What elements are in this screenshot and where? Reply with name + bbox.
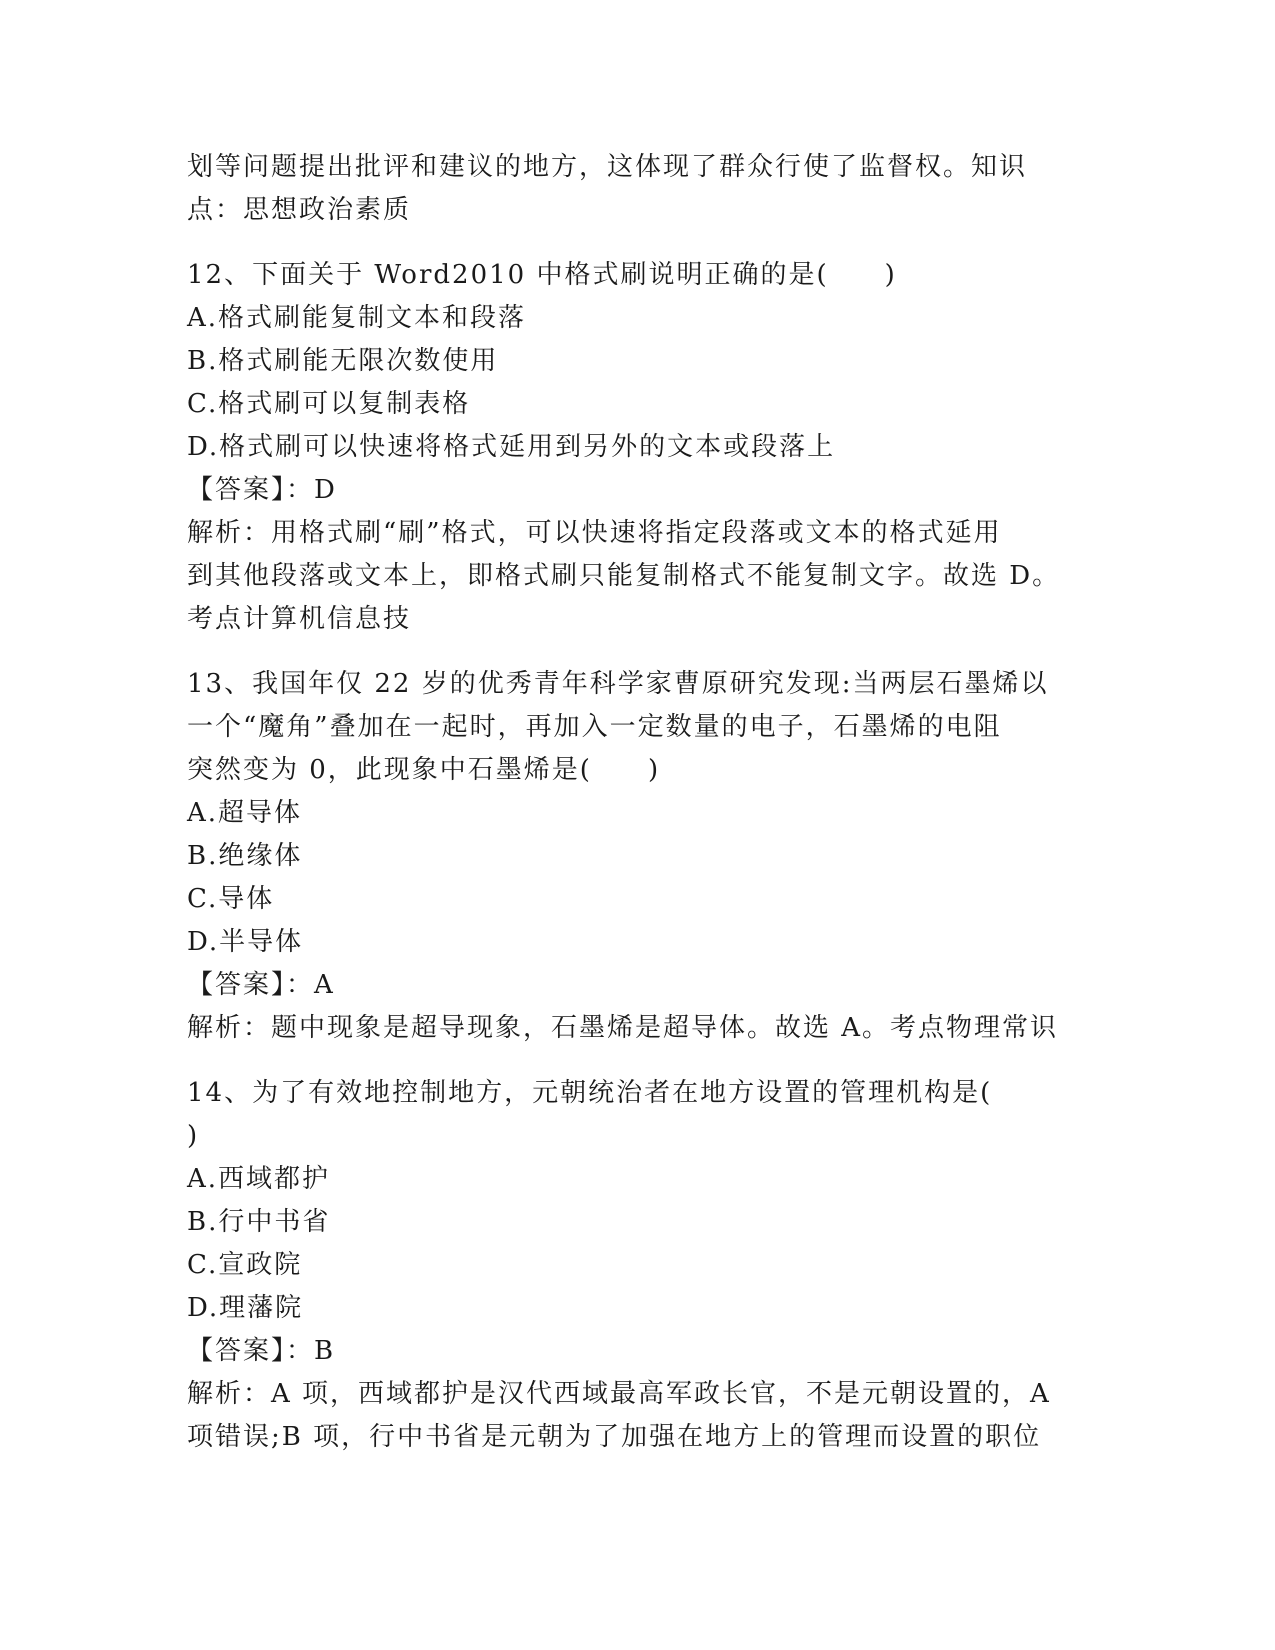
question-stem: 14、为了有效地控制地方，元朝统治者在地方设置的管理机构是( bbox=[187, 1078, 993, 1108]
answer: 【答案】：B bbox=[187, 1336, 336, 1366]
question-14 bbox=[187, 1072, 1087, 1459]
question-stem: ) bbox=[187, 1121, 200, 1151]
analysis-line: 项错误;B 项，行中书省是元朝为了加强在地方上的管理而设置的职位 bbox=[187, 1422, 1042, 1452]
question-stem: 一个“魔角”叠加在一起时，再加入一定数量的电子，石墨烯的电阻 bbox=[187, 712, 1002, 742]
analysis-line: 解析：题中现象是超导现象，石墨烯是超导体。故选 A。考点物理常识 bbox=[187, 1013, 1059, 1043]
answer: 【答案】：A bbox=[187, 970, 335, 1000]
option-d: D.格式刷可以快速将格式延用到另外的文本或段落上 bbox=[187, 432, 836, 462]
question-13 bbox=[187, 663, 1087, 1050]
option-a: A.西域都护 bbox=[187, 1164, 331, 1194]
question-stem: 突然变为 0，此现象中石墨烯是( ) bbox=[187, 755, 661, 785]
option-b: B.格式刷能无限次数使用 bbox=[187, 346, 499, 376]
document-page bbox=[187, 146, 1087, 1459]
question-stem: 12、下面关于 Word2010 中格式刷说明正确的是( ) bbox=[187, 260, 897, 290]
option-b: B.绝缘体 bbox=[187, 841, 303, 871]
text-line: 划等问题提出批评和建议的地方，这体现了群众行使了监督权。知识 bbox=[187, 152, 1028, 182]
analysis-line: 解析：A 项，西域都护是汉代西域最高军政长官，不是元朝设置的，A bbox=[187, 1379, 1051, 1409]
analysis-line: 到其他段落或文本上，即格式刷只能复制格式不能复制文字。故选 D。 bbox=[187, 561, 1061, 591]
option-d: D.理藩院 bbox=[187, 1293, 304, 1323]
option-a: A.格式刷能复制文本和段落 bbox=[187, 303, 527, 333]
answer: 【答案】：D bbox=[187, 475, 337, 505]
option-c: C.导体 bbox=[187, 884, 275, 914]
previous-analysis-continuation bbox=[187, 146, 1087, 232]
analysis-line: 解析：用格式刷“刷”格式，可以快速将指定段落或文本的格式延用 bbox=[187, 518, 1002, 548]
question-12 bbox=[187, 254, 1087, 641]
option-b: B.行中书省 bbox=[187, 1207, 331, 1237]
option-c: C.格式刷可以复制表格 bbox=[187, 389, 471, 419]
analysis-line: 考点计算机信息技 bbox=[187, 604, 412, 634]
option-c: C.宣政院 bbox=[187, 1250, 303, 1280]
text-line: 点：思想政治素质 bbox=[187, 195, 412, 225]
option-a: A.超导体 bbox=[187, 798, 303, 828]
question-stem: 13、我国年仅 22 岁的优秀青年科学家曹原研究发现:当两层石墨烯以 bbox=[187, 669, 1049, 699]
option-d: D.半导体 bbox=[187, 927, 304, 957]
